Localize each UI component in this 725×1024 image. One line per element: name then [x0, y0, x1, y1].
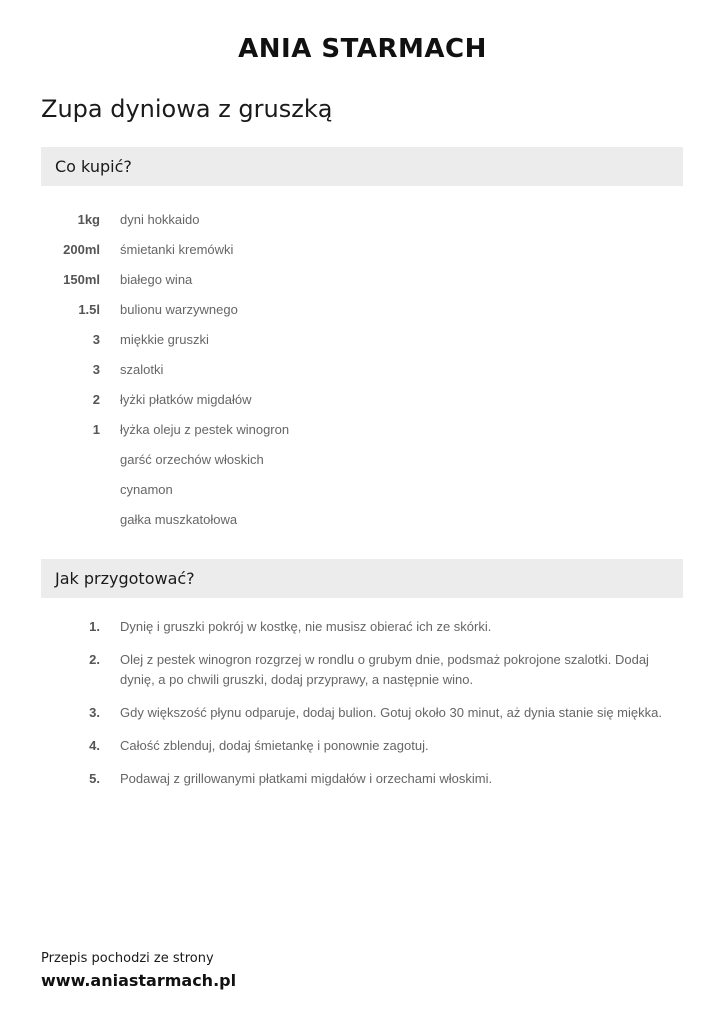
ingredient-row — [41, 445, 683, 475]
ingredient-row — [41, 415, 683, 445]
step-number: 3. — [89, 705, 100, 720]
footer-source-label: Przepis pochodzi ze strony — [41, 951, 214, 966]
ingredient-quantity: 3 — [92, 331, 100, 347]
ingredient-row — [41, 294, 683, 324]
step-row — [41, 769, 686, 789]
footer-website-link[interactable]: www.aniastarmach.pl — [41, 971, 237, 990]
step-text: Podawaj z grillowanymi płatkami migdałów i orzechami włoskimi. — [120, 771, 493, 786]
ingredient-quantity: 200ml — [63, 241, 100, 257]
ingredient-quantity: 1kg — [77, 211, 100, 227]
ingredient-name: śmietanki kremówki — [120, 241, 234, 257]
ingredient-name: gałka muszkatołowa — [120, 512, 238, 528]
step-text: Olej z pestek winogron rozgrzej w rondlu o grubym dnie, podsmaż pokrojone szalotki. Dodaj dynię, a po chwili gruszki, dodaj przyprawy, a następnie wino. — [120, 652, 649, 687]
step-row — [41, 703, 686, 723]
step-row — [41, 650, 686, 690]
ingredient-name: bulionu warzywnego — [120, 301, 238, 317]
brand-title: ANIA STARMACH — [238, 34, 487, 64]
step-number: 4. — [89, 738, 100, 753]
ingredient-row — [41, 505, 683, 535]
ingredient-row — [41, 385, 683, 415]
step-number: 1. — [89, 619, 100, 634]
ingredient-name: garść orzechów włoskich — [120, 452, 264, 468]
ingredient-row — [41, 234, 683, 264]
ingredient-name: łyżka oleju z pestek winogron — [120, 422, 290, 438]
step-number: 5. — [89, 771, 100, 786]
step-row — [41, 617, 686, 637]
ingredient-name: miękkie gruszki — [120, 331, 209, 347]
ingredient-name: łyżki płatków migdałów — [120, 392, 252, 408]
step-text: Całość zblenduj, dodaj śmietankę i ponownie zagotuj. — [120, 738, 429, 753]
step-number: 2. — [89, 652, 100, 667]
ingredient-row — [41, 354, 683, 384]
ingredient-name: szalotki — [120, 362, 164, 378]
ingredient-quantity: 3 — [92, 362, 100, 378]
ingredient-row — [41, 475, 683, 505]
step-row — [41, 736, 686, 756]
recipe-title: Zupa dyniowa z gruszką — [41, 95, 333, 123]
ingredient-row — [41, 264, 683, 294]
section-header-shopping: Co kupić? — [41, 147, 683, 186]
ingredient-quantity: 1.5l — [78, 301, 100, 317]
ingredient-quantity: 1 — [92, 422, 100, 438]
ingredients-list — [41, 204, 683, 535]
ingredient-quantity: 2 — [92, 392, 100, 408]
ingredient-row — [41, 324, 683, 354]
step-text: Dynię i gruszki pokrój w kostkę, nie musisz obierać ich ze skórki. — [120, 619, 492, 634]
ingredient-name: cynamon — [120, 482, 173, 498]
section-header-preparation: Jak przygotować? — [41, 559, 683, 598]
ingredient-name: dyni hokkaido — [120, 211, 200, 227]
ingredient-quantity: 150ml — [63, 271, 100, 287]
ingredient-name: białego wina — [120, 271, 193, 287]
step-text: Gdy większość płynu odparuje, dodaj bulion. Gotuj około 30 minut, aż dynia stanie się miękka. — [120, 705, 662, 720]
ingredient-row — [41, 204, 683, 234]
footer — [41, 950, 236, 993]
steps-list — [41, 617, 686, 802]
